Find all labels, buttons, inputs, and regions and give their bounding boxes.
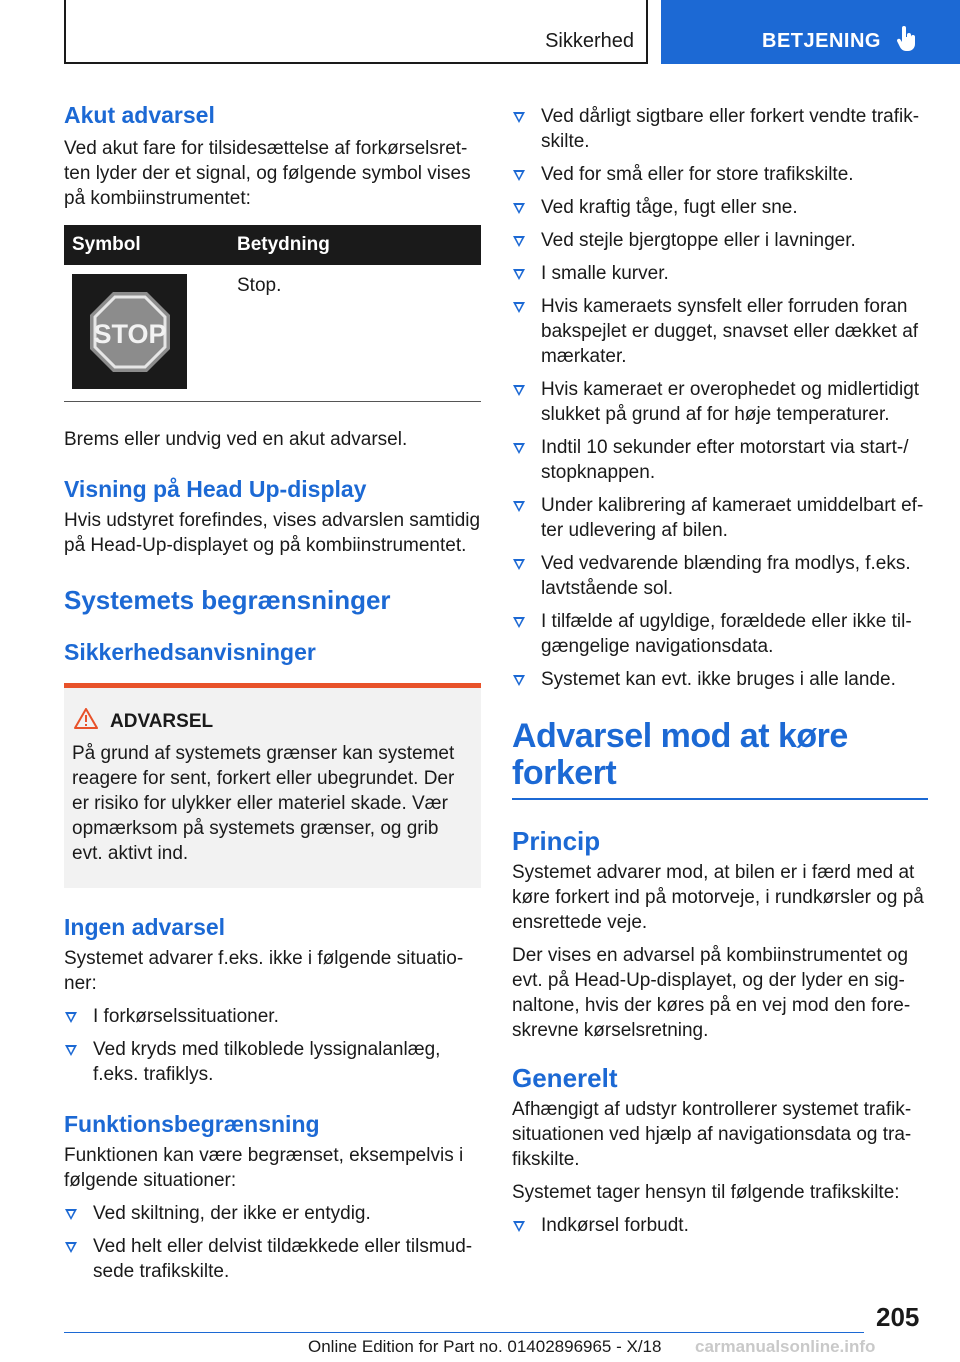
header-chapter-label: BETJENING [762,30,881,52]
warning-box [64,683,481,888]
list-item: Ved dårligt sigtbare eller forkert vendte trafik-skilte. [512,104,928,154]
heading-limits: Systemets begrænsninger [64,585,391,615]
list-item: Ved skiltning, der ikke er entydig. [64,1201,481,1226]
footer-divider [64,1332,864,1333]
stop-sign-text: STOP [92,318,167,349]
triangle-bullet-icon [513,617,525,628]
list-item: Hvis kameraets synsfelt eller forruden foran bakspejlet er dugget, snavset eller dækket af mærkater. [512,294,928,369]
list-item: Systemet kan evt. ikke bruges i alle lande. [512,667,928,692]
triangle-bullet-icon [513,675,525,686]
triangle-bullet-icon [513,236,525,247]
heading-main-title: Advarsel mod at køre forkert [512,717,848,792]
page-number: 205 [876,1302,920,1332]
table-row [64,265,481,401]
triangle-bullet-icon [65,1209,77,1220]
triangle-bullet-icon [65,1242,77,1253]
list-item: Ved stejle bjergtoppe eller i lavninger. [512,228,928,253]
triangle-bullet-icon [513,203,525,214]
table-header-symbol: Symbol [72,234,141,255]
triangle-bullet-icon [65,1012,77,1023]
main-title-block [512,718,928,800]
paragraph-general-2: Systemet tager hensyn til følgende trafikskilte: [512,1182,900,1203]
list-func [64,1201,481,1284]
list-item: Ved kryds med tilkoblede lyssignalanlæg, f.eks. trafiklys. [64,1037,481,1087]
triangle-bullet-icon [65,1045,77,1056]
heading-none: Ingen advarsel [64,914,226,940]
warning-text: På grund af systemets grænser kan systemet reagere for sent, forkert eller ubegrundet. Der er risiko for ulykker eller materiel skade. Vær opmærksom på systemets grænser, og grib evt. aktivt ind. [72,743,455,864]
triangle-bullet-icon [513,443,525,454]
warning-triangle-icon [74,708,98,735]
list-item: Ved for små eller for store trafikskilte. [512,162,928,187]
right-column [512,104,928,1238]
list-item: I smalle kurver. [512,261,928,286]
header-section-title: Sikkerhed [545,30,634,52]
table-cell-symbol [64,265,229,401]
triangle-bullet-icon [513,1221,525,1232]
list-general [512,1213,928,1238]
list-limits [512,104,928,692]
list-item: Under kalibrering af kameraet umiddelbart ef-ter udlevering af bilen. [512,493,928,543]
header-section-box [64,0,648,64]
heading-hud: Visning på Head Up-display [64,476,367,502]
table-header-row [64,225,481,265]
heading-func: Funktionsbegrænsning [64,1111,320,1137]
list-item: Ved helt eller delvist tildækkede eller tilsmud-sede trafikskilte. [64,1234,481,1284]
paragraph-brems: Brems eller undvig ved en akut advarsel. [64,429,408,450]
paragraph-principle-1: Systemet advarer mod, at bilen er i færd med at køre forkert ind på motorveje, i rundkørsler og på ensrettede veje. [512,862,924,933]
left-column [64,100,481,1284]
hand-pointer-icon [897,26,917,57]
paragraph-principle-2: Der vises en advarsel på kombiinstrumentet og evt. på Head-Up-displayet, og der lyder en sig-naltone, hvis der køres på en vej mod den fore-skrevne kørselsretning. [512,945,911,1041]
table-cell-meaning: Stop. [237,275,282,296]
list-item: Hvis kameraet er overophedet og midlertidigt slukket på grund af for høje temperaturer. [512,377,928,427]
list-item: Ved vedvarende blænding fra modlys, f.eks. lavtstående sol. [512,551,928,601]
triangle-bullet-icon [513,501,525,512]
triangle-bullet-icon [513,112,525,123]
list-item: I tilfælde af ugyldige, forældede eller ikke til-gængelige navigationsdata. [512,609,928,659]
heading-safety: Sikkerhedsanvisninger [64,639,316,665]
symbol-table [64,225,481,402]
list-item: Indtil 10 sekunder efter motorstart via start-/ stopknappen. [512,435,928,485]
list-none [64,1004,481,1087]
triangle-bullet-icon [513,170,525,181]
table-header-meaning: Betydning [237,234,330,255]
warning-label: ADVARSEL [110,710,214,732]
paragraph-hud: Hvis udstyret forefindes, vises advarslen samtidig på Head-Up-displayet og på kombiinstrumentet. [64,510,481,556]
paragraph-akut: Ved akut fare for tilsidesættelse af forkørselsret-ten lyder der et signal, og følgende symbol vises på kombiinstrumentet: [64,138,471,209]
paragraph-none: Systemet advarer f.eks. ikke i følgende situatio-ner: [64,948,464,994]
triangle-bullet-icon [513,559,525,570]
triangle-bullet-icon [513,269,525,280]
heading-principle: Princip [512,826,601,856]
list-item: Indkørsel forbudt. [512,1213,928,1238]
heading-akut-advarsel: Akut advarsel [64,102,215,128]
heading-general: Generelt [512,1063,618,1093]
paragraph-func: Funktionen kan være begrænset, eksempelvis i følgende situationer: [64,1145,464,1191]
list-item: Ved kraftig tåge, fugt eller sne. [512,195,928,220]
paragraph-general-1: Afhængigt af udstyr kontrollerer systemet trafik-situationen ved hjælp af navigationsdata og tra-fikskilte. [512,1099,912,1170]
triangle-bullet-icon [513,385,525,396]
stop-sign-icon [72,274,187,389]
list-item: I forkørselssituationer. [64,1004,481,1029]
footer-edition: Online Edition for Part no. 01402896965 - X/18 [308,1337,662,1356]
warning-title [72,708,473,735]
triangle-bullet-icon [513,302,525,313]
footer-watermark: carmanualsonline.info [695,1337,876,1356]
header-chapter-tab[interactable] [661,0,960,64]
